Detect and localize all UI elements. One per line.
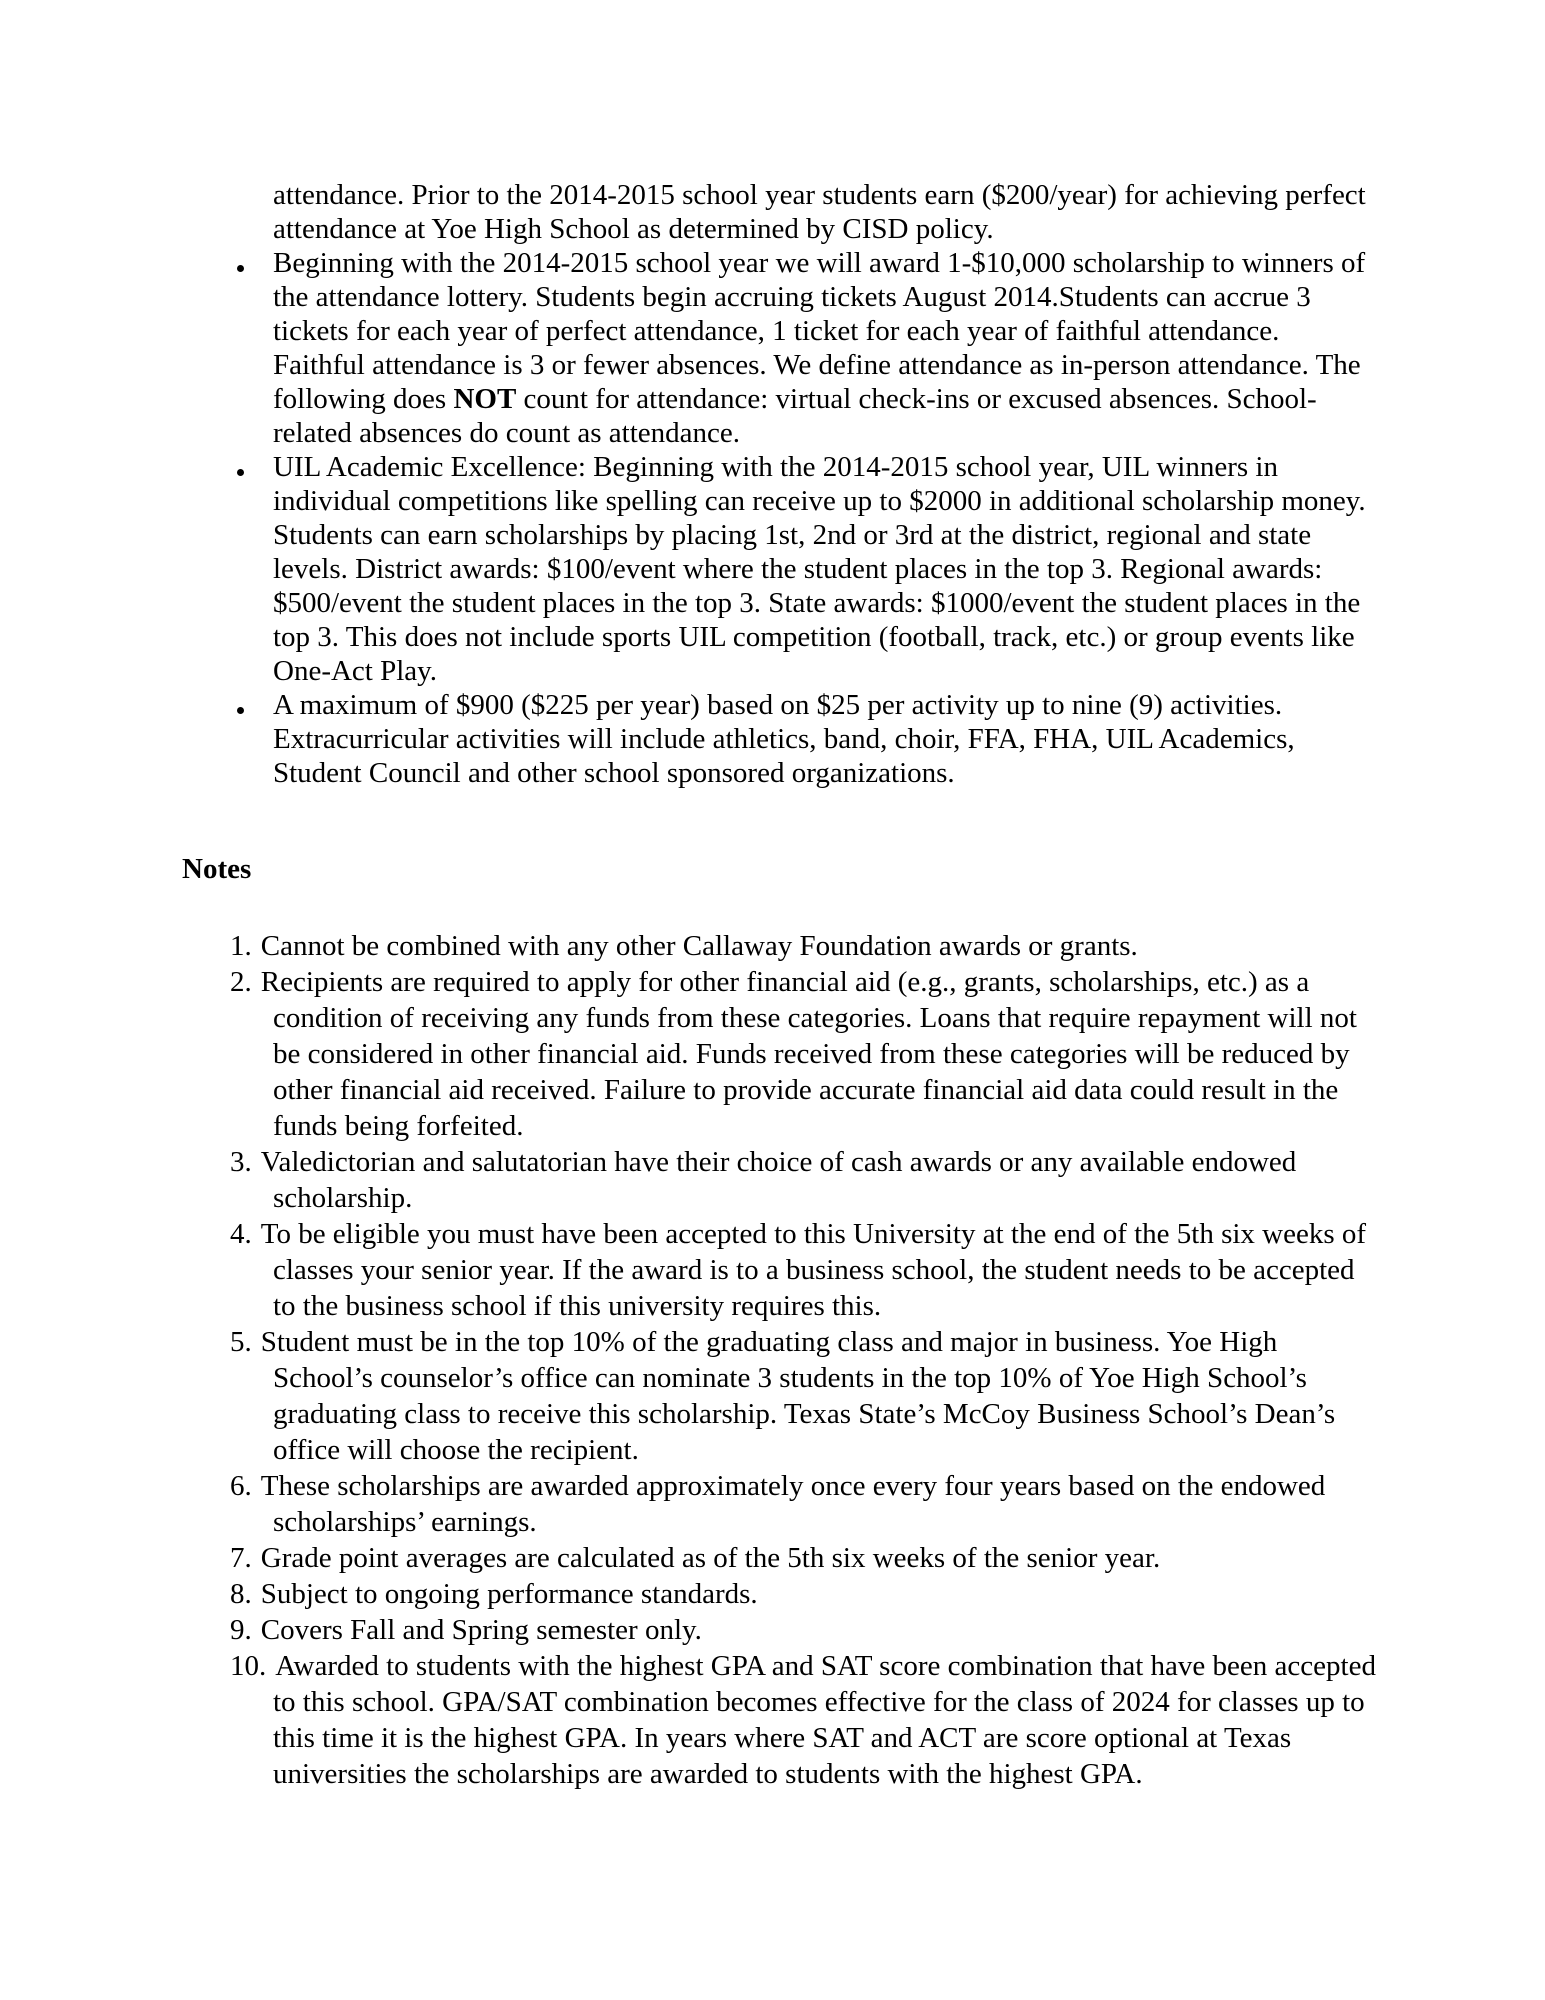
bullet-text-pre: Beginning with the 2014-2015 school year we will award 1-$10,000 scholarship to winners of the attendance lottery. Students begin accruing tickets August 2014.Students can accrue 3 tickets for each year of perfect attendance, 1 ticket for each year of faithful attendance. Faithful attendance is 3 or fewer absences. We define attendance as in-person attendance. The following does xyxy=(273,247,1366,415)
bullet-icon xyxy=(237,707,244,714)
note-text: To be eligible you must have been accepted to this University at the end of the 5th six weeks of classes your senior year. If the award is to a business school, the student needs to be accepted to the business school if this university requires this. xyxy=(260,1218,1367,1322)
note-text: Covers Fall and Spring semester only. xyxy=(260,1614,702,1646)
note-text: Valedictorian and salutatorian have their choice of cash awards or any available endowed scholarship. xyxy=(260,1146,1297,1214)
bullet-item-extracurricular xyxy=(182,688,1378,790)
note-number: 8. xyxy=(230,1578,252,1610)
bullet-icon xyxy=(237,469,244,476)
note-item xyxy=(182,1468,1378,1540)
note-number: 1. xyxy=(230,930,252,962)
note-text: Cannot be combined with any other Callaway Foundation awards or grants. xyxy=(260,930,1138,962)
document-content xyxy=(182,178,1378,1792)
bullet-text xyxy=(273,247,1365,449)
note-item xyxy=(182,1144,1378,1216)
note-item xyxy=(182,1576,1378,1612)
note-text: These scholarships are awarded approximately once every four years based on the endowed scholarships’ earnings. xyxy=(260,1470,1326,1538)
note-number: 4. xyxy=(230,1218,252,1250)
bullet-icon xyxy=(237,265,244,272)
note-item xyxy=(182,928,1378,964)
note-number: 7. xyxy=(230,1542,252,1574)
bullet-text: A maximum of $900 ($225 per year) based on $25 per activity up to nine (9) activities. Extracurricular activities will include athletics, band, choir, FFA, FHA, UIL Academics, Student Council and other school sponsored organizations. xyxy=(273,689,1295,789)
note-item xyxy=(182,1216,1378,1324)
note-number: 2. xyxy=(230,966,252,998)
note-text: Grade point averages are calculated as of the 5th six weeks of the senior year. xyxy=(260,1542,1161,1574)
note-item xyxy=(182,1540,1378,1576)
note-item xyxy=(182,1648,1378,1792)
notes-list xyxy=(182,928,1378,1792)
note-number: 10. xyxy=(230,1650,267,1682)
note-number: 3. xyxy=(230,1146,252,1178)
notes-heading: Notes xyxy=(182,853,252,885)
note-text: Recipients are required to apply for other financial aid (e.g., grants, scholarships, etc.) as a condition of receiving any funds from these categories. Loans that require repayment will not be considered in other financial aid. Funds received from these categories will be reduced by other financial aid received. Failure to provide accurate financial aid data could result in the funds being forfeited. xyxy=(260,966,1357,1142)
note-number: 9. xyxy=(230,1614,252,1646)
note-item xyxy=(182,964,1378,1144)
bullet-text: UIL Academic Excellence: Beginning with the 2014-2015 school year, UIL winners in individual competitions like spelling can receive up to $2000 in additional scholarship money. Students can earn scholarships by placing 1st, 2nd or 3rd at the district, regional and state levels. District awards: $100/event where the student places in the top 3. Regional awards: $500/event the student places in the top 3. State awards: $1000/event the student places in the top 3. This does not include sports UIL competition (football, track, etc.) or group events like One-Act Play. xyxy=(273,451,1366,687)
bullet-text-post: count for attendance: virtual check-ins or excused absences. School-related absences do count as attendance. xyxy=(273,383,1317,449)
note-text: Awarded to students with the highest GPA and SAT score combination that have been accepted to this school. GPA/SAT combination becomes effective for the class of 2024 for classes up to this time it is the highest GPA. In years where SAT and ACT are score optional at Texas universities the scholarships are awarded to students with the highest GPA. xyxy=(273,1650,1376,1790)
note-item xyxy=(182,1324,1378,1468)
bullet-item-attendance-lottery xyxy=(182,246,1378,450)
note-text: Subject to ongoing performance standards. xyxy=(260,1578,758,1610)
note-text: Student must be in the top 10% of the graduating class and major in business. Yoe High School’s counselor’s office can nominate 3 students in the top 10% of Yoe High School’s graduating class to receive this scholarship. Texas State’s McCoy Business School’s Dean’s office will choose the recipient. xyxy=(260,1326,1336,1466)
note-number: 5. xyxy=(230,1326,252,1358)
bold-emphasis: NOT xyxy=(453,383,517,415)
paragraph-continuation: attendance. Prior to the 2014-2015 school year students earn ($200/year) for achieving perfect attendance at Yoe High School as determined by CISD policy. xyxy=(273,179,1366,245)
note-item xyxy=(182,1612,1378,1648)
bullet-item-uil-academic-excellence xyxy=(182,450,1378,688)
note-number: 6. xyxy=(230,1470,252,1502)
